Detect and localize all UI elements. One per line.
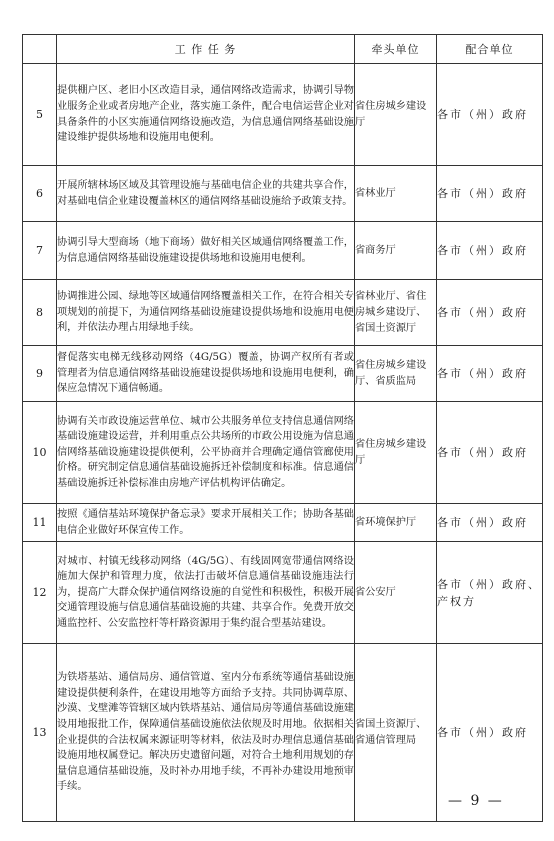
row-number: 8 [23, 280, 57, 346]
row-task: 对城市、村镇无线移动网络（4G/5G）、有线固网宽带通信网络设施加大保护和管理力度，依法打击破坏信息通信基础设施违法行为，提高广大群众保护通信网络设施的自觉性和积极性，积极开展交通管理设施与信息通信基础设施的共建、共享合作。免费开放交通监控杆、公安监控杆等杆路资源用于集约混合型基站建设。 [57, 542, 355, 644]
row-coop-unit: 各市（州）政府 [437, 222, 543, 280]
row-lead-unit: 省住房城乡建设厅 [355, 64, 437, 166]
row-coop-unit: 各市（州）政府 [437, 504, 543, 542]
row-lead-unit: 省公安厅 [355, 542, 437, 644]
row-number: 9 [23, 346, 57, 402]
row-lead-unit: 省环境保护厅 [355, 504, 437, 542]
table-row [23, 64, 543, 166]
row-number: 12 [23, 542, 57, 644]
row-number: 13 [23, 644, 57, 822]
row-task: 为铁塔基站、通信局房、通信管道、室内分布系统等通信基础设施建设提供便利条件，在建设用地等方面给予支持。共同协调草原、沙漠、戈壁滩等管辖区域内铁塔基站、通信局房等通信基础设施建设用地报批工作，保障通信基础设施依法依规及时用地。依据相关企业提供的合法权属来源证明等材料，依法及时办理信息通信基础设施用地权属登记。解决历史遗留问题，对符合土地利用规划的存量信息通信基础设施，及时补办用地手续，不再补办建设用地预审手续。 [57, 644, 355, 822]
row-task: 协调推进公园、绿地等区域通信网络覆盖相关工作，在符合相关专项规划的前提下，为通信网络基础设施建设提供场地和设施用电便利，并依法办理占用绿地手续。 [57, 280, 355, 346]
table-row [23, 222, 543, 280]
row-coop-unit: 各市（州）政府 [437, 644, 543, 822]
table-row [23, 504, 543, 542]
table-header-row [23, 35, 543, 64]
row-number: 11 [23, 504, 57, 542]
header-coop-unit: 配合单位 [437, 35, 543, 64]
row-task: 协调引导大型商场（地下商场）做好相关区域通信网络覆盖工作，为信息通信网络基础设施建设提供场地和设施用电便利。 [57, 222, 355, 280]
row-lead-unit: 省住房城乡建设厅 [355, 402, 437, 504]
row-coop-unit: 各市（州）政府 [437, 166, 543, 222]
row-coop-unit: 各市（州）政府 [437, 280, 543, 346]
task-table [22, 34, 543, 822]
row-lead-unit: 省住房城乡建设厅、省质监局 [355, 346, 437, 402]
row-number: 6 [23, 166, 57, 222]
row-task: 开展所辖林场区域及其管理设施与基础电信企业的共建共享合作，对基础电信企业建设覆盖林区的通信网络基础设施给予政策支持。 [57, 166, 355, 222]
row-task: 提供棚户区、老旧小区改造目录，通信网络改造需求，协调引导物业服务企业或者房地产企业，落实施工条件，配合电信运营企业对具备条件的小区实施通信网络设施改造，为信息通信网络基础设施建设维护提供场地和设施用电便利。 [57, 64, 355, 166]
row-coop-unit: 各市（州）政府 [437, 64, 543, 166]
row-lead-unit: 省商务厅 [355, 222, 437, 280]
header-number [23, 35, 57, 64]
table-row [23, 542, 543, 644]
header-task: 工 作 任 务 [57, 35, 355, 64]
row-lead-unit: 省国土资源厅、省通信管理局 [355, 644, 437, 822]
table-row [23, 280, 543, 346]
table-row [23, 346, 543, 402]
row-coop-unit: 各市（州）政府 [437, 402, 543, 504]
row-lead-unit: 省林业厅 [355, 166, 437, 222]
row-task: 协调有关市政设施运营单位、城市公共服务单位支持信息通信网络基础设施建设运营，并利用重点公共场所的市政公用设施为信息通信网络基础设施建设提供便利，公平协商并合理确定通信管廊使用价格。研究制定信息通信基础设施拆迁补偿制度和标准。信息通信基础设施拆迁补偿标准由房地产评估机构评估确定。 [57, 402, 355, 504]
row-coop-unit: 各市（州）政府 [437, 346, 543, 402]
table-row [23, 402, 543, 504]
row-number: 10 [23, 402, 57, 504]
row-lead-unit: 省林业厅、省住房城乡建设厅、省国土资源厅 [355, 280, 437, 346]
table-row [23, 166, 543, 222]
row-number: 7 [23, 222, 57, 280]
row-coop-unit: 各市（州）政府、产权方 [437, 542, 543, 644]
page-number: — 9 — [448, 793, 504, 809]
row-number: 5 [23, 64, 57, 166]
header-lead-unit: 牵头单位 [355, 35, 437, 64]
row-task: 按照《通信基站环境保护备忘录》要求开展相关工作；协助各基础电信企业做好环保宣传工作。 [57, 504, 355, 542]
row-task: 督促落实电梯无线移动网络（4G/5G）覆盖，协调产权所有者或管理者为信息通信网络基础设施建设提供场地和设施用电便利，确保应急情况下通信畅通。 [57, 346, 355, 402]
